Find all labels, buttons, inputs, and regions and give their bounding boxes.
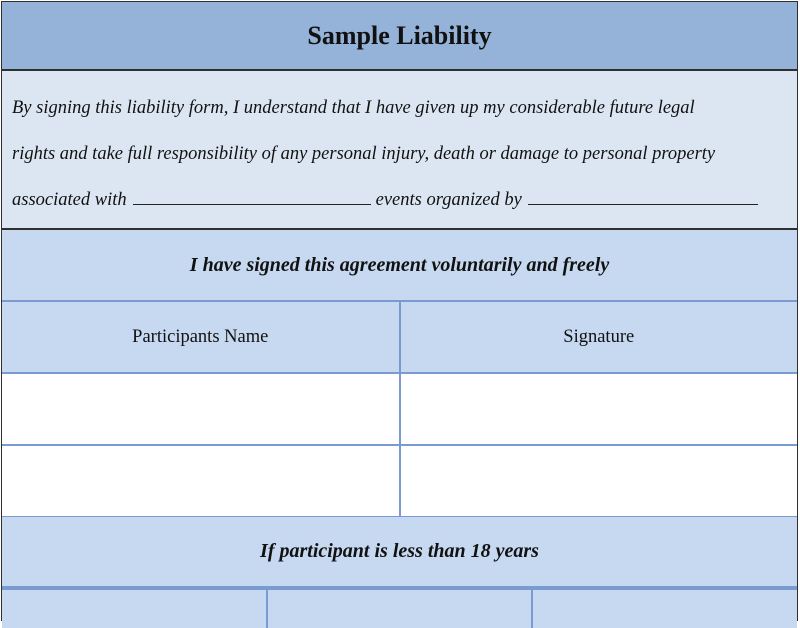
form-title-bar: [2, 2, 797, 71]
signature-cell[interactable]: [399, 374, 798, 444]
organizer-name-blank[interactable]: [528, 188, 758, 205]
agreement-banner-text: I have signed this agreement voluntarily and freely: [189, 253, 610, 276]
signature-cell[interactable]: [399, 446, 798, 516]
table-row: [2, 446, 797, 516]
column-header-participant-name: Participants Name: [132, 326, 269, 347]
participant-name-cell[interactable]: [2, 446, 399, 516]
activity-name-blank[interactable]: [133, 188, 371, 205]
minor-section-cell: [266, 590, 532, 628]
minor-participant-banner: [2, 516, 797, 588]
statement-line-3: [12, 177, 787, 223]
participant-name-cell[interactable]: [2, 374, 399, 444]
statement-line-1: By signing this liability form, I understand that I have given up my considerable future legal: [12, 98, 695, 118]
signature-table-header: [2, 302, 797, 374]
agreement-banner: [2, 230, 797, 302]
table-row: [2, 374, 797, 446]
column-header-signature: Signature: [399, 302, 798, 372]
minor-section-cell: [2, 590, 266, 628]
minor-participant-banner-text: If participant is less than 18 years: [260, 540, 539, 562]
liability-form: [1, 1, 798, 621]
statement-associated-label: associated with: [12, 190, 127, 210]
statement-organizer-label: events organized by: [375, 190, 522, 210]
minor-section-cell: [531, 590, 797, 628]
form-title: Sample Liability: [307, 20, 492, 50]
liability-statement: [2, 71, 797, 230]
statement-line-2: rights and take full responsibility of any personal injury, death or damage to personal property: [12, 144, 716, 164]
minor-section-header: [2, 588, 797, 628]
